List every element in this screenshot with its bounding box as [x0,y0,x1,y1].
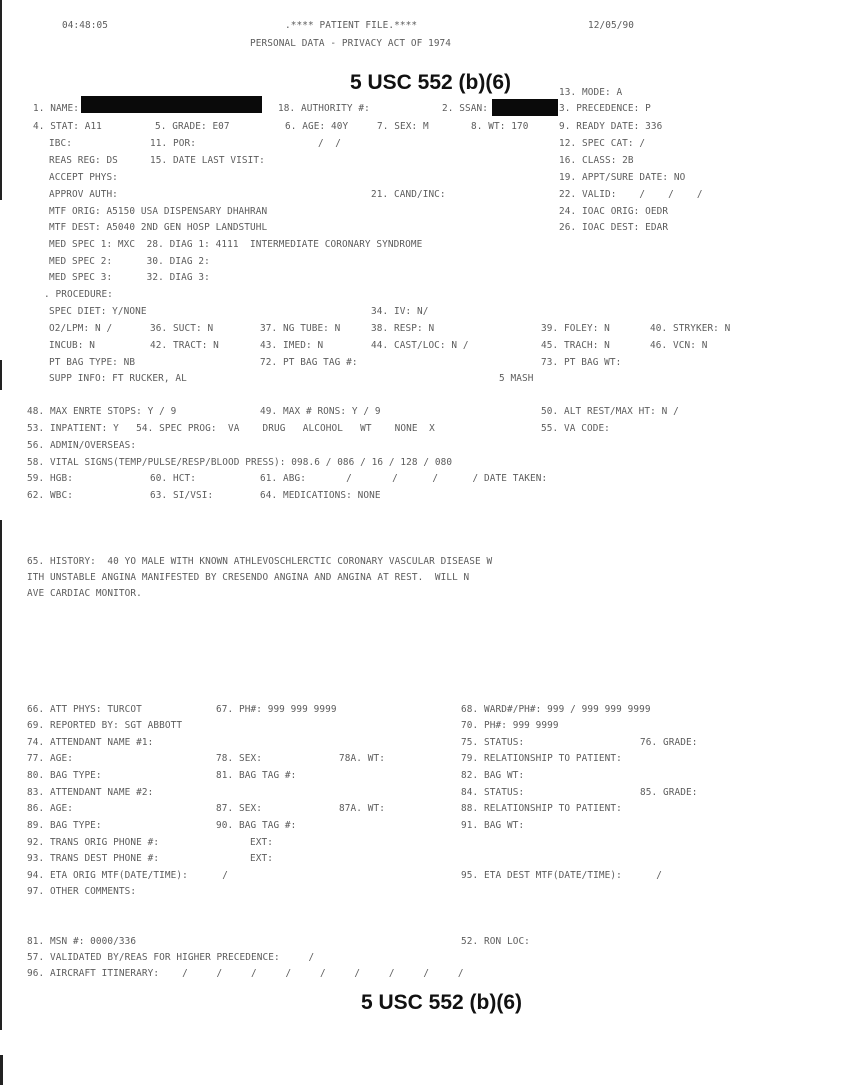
field-procedure: . PROCEDURE: [44,289,113,300]
field-med-spec-2: MED SPEC 2: 30. DIAG 2: [49,256,210,267]
field-attendant-2-wt: 87A. WT: [339,803,385,814]
field-si-vsi: 63. SI/VSI: [150,490,214,501]
field-por: 11. POR: [150,138,196,149]
foia-stamp-top: 5 USC 552 (b)(6) [350,71,512,94]
foia-stamp-bottom: 5 USC 552 (b)(6) [361,991,523,1014]
field-suct: 36. SUCT: N [150,323,214,334]
field-attendant-1-grade: 76. GRADE: [640,737,698,748]
left-edge-mark [0,520,2,1030]
left-edge-mark [0,0,2,200]
field-med-spec-3: MED SPEC 3: 32. DIAG 3: [49,272,210,283]
field-attendant-1-wt: 78A. WT: [339,753,385,764]
field-trans-dest-phone: 93. TRANS DEST PHONE #: [27,853,160,864]
field-attendant-1-status: 75. STATUS: [461,737,525,748]
field-date-last-visit: 15. DATE LAST VISIT: [150,155,265,166]
field-attendant-2-name: 83. ATTENDANT NAME #2: [27,787,154,798]
field-att-phys: 66. ATT PHYS: TURCOT [27,704,142,715]
field-attendant-1-name: 74. ATTENDANT NAME #1: [27,737,154,748]
field-foley: 39. FOLEY: N [541,323,610,334]
field-history-line-3: AVE CARDIAC MONITOR. [27,588,142,599]
field-va-code: 55. VA CODE: [541,423,610,434]
field-attendant-1-sex: 78. SEX: [216,753,262,764]
field-ioac-orig: 24. IOAC ORIG: OEDR [559,206,669,217]
left-edge-mark [0,1055,3,1085]
field-imed: 43. IMED: N [260,340,324,351]
redaction-bar [492,99,558,116]
field-ibc: IBC: [49,138,72,149]
field-pt-bag-tag: 72. PT BAG TAG #: [260,357,358,368]
field-ron-loc: 52. RON LOC: [461,936,530,947]
field-vital-signs: 58. VITAL SIGNS(TEMP/PULSE/RESP/BLOOD PRESS): 098.6 / 086 / 16 / 128 / 080 [27,457,453,468]
field-o2-lpm: O2/LPM: N / [49,323,113,334]
field-attendant-2-bag-type: 89. BAG TYPE: [27,820,102,831]
field-mtf-dest: MTF DEST: A5040 2ND GEN HOSP LANDSTUHL [49,222,268,233]
field-attendant-1-bag-tag: 81. BAG TAG #: [216,770,297,781]
field-attendant-1-bag-type: 80. BAG TYPE: [27,770,102,781]
field-attendant-1-relationship: 79. RELATIONSHIP TO PATIENT: [461,753,622,764]
field-name: 1. NAME: [33,103,79,114]
field-approv-auth: APPROV AUTH: [49,189,118,200]
field-eta-orig: 94. ETA ORIG MTF(DATE/TIME): / [27,870,229,881]
field-reporter-phone: 70. PH#: 999 9999 [461,720,559,731]
header-date: 12/05/90 [588,20,634,31]
field-max-rons: 49. MAX # RONS: Y / 9 [260,406,381,417]
field-history: 65. HISTORY: 40 YO MALE WITH KNOWN ATHLEVOSCHLERCTIC CORONARY VASCULAR DISEASE W [27,556,493,567]
field-trans-dest-ext: EXT: [250,853,273,864]
field-attendant-2-sex: 87. SEX: [216,803,262,814]
field-attendant-2-grade: 85. GRADE: [640,787,698,798]
header-subtitle: PERSONAL DATA - PRIVACY ACT OF 1974 [250,38,452,49]
field-ssan: 2. SSAN: [442,103,488,114]
header-time: 04:48:05 [62,20,108,31]
field-iv: 34. IV: N/ [371,306,429,317]
field-ready-date: 9. READY DATE: 336 [559,121,663,132]
field-reas-reg: REAS REG: DS [49,155,118,166]
field-trans-orig-phone: 92. TRANS ORIG PHONE #: [27,837,160,848]
field-reported-by: 69. REPORTED BY: SGT ABBOTT [27,720,183,731]
field-mtf-orig: MTF ORIG: A5150 USA DISPENSARY DHAHRAN [49,206,268,217]
field-cand-inc: 21. CAND/INC: [371,189,446,200]
left-edge-mark [0,360,2,390]
field-abg: 61. ABG: / / / / DATE TAKEN: [260,473,548,484]
field-wbc: 62. WBC: [27,490,73,501]
field-mode: 13. MODE: A [559,87,623,98]
field-por-date: / / [318,138,341,149]
field-attendant-2-status: 84. STATUS: [461,787,525,798]
field-appt-date: 19. APPT/SURE DATE: NO [559,172,686,183]
field-precedence: 3. PRECEDENCE: P [559,103,651,114]
field-unit: 5 MASH [499,373,534,384]
field-attendant-2-relationship: 88. RELATIONSHIP TO PATIENT: [461,803,622,814]
field-spec-diet: SPEC DIET: Y/NONE [49,306,147,317]
field-stryker: 40. STRYKER: N [650,323,731,334]
field-grade: 5. GRADE: E07 [155,121,230,132]
field-class: 16. CLASS: 2B [559,155,634,166]
field-valid: 22. VALID: / / / [559,189,703,200]
field-attendant-2-age: 86. AGE: [27,803,73,814]
field-med-spec-1: MED SPEC 1: MXC 28. DIAG 1: 4111 INTERMEDIATE CORONARY SYNDROME [49,239,423,250]
field-stat: 4. STAT: A11 [33,121,102,132]
field-ioac-dest: 26. IOAC DEST: EDAR [559,222,669,233]
field-admin-overseas: 56. ADMIN/OVERSEAS: [27,440,137,451]
field-trans-orig-ext: EXT: [250,837,273,848]
field-eta-dest: 95. ETA DEST MTF(DATE/TIME): / [461,870,663,881]
field-spec-cat: 12. SPEC CAT: / [559,138,646,149]
field-inpatient: 53. INPATIENT: Y 54. SPEC PROG: VA DRUG ALCOHOL WT NONE X [27,423,435,434]
field-attendant-1-age: 77. AGE: [27,753,73,764]
field-hct: 60. HCT: [150,473,196,484]
field-history-line-2: ITH UNSTABLE ANGINA MANIFESTED BY CRESENDO ANGINA AND ANGINA AT REST. WILL N [27,572,470,583]
field-alt-rest: 50. ALT REST/MAX HT: N / [541,406,679,417]
field-max-enrte-stops: 48. MAX ENRTE STOPS: Y / 9 [27,406,177,417]
field-accept-phys: ACCEPT PHYS: [49,172,118,183]
field-msn: 81. MSN #: 0000/336 [27,936,137,947]
field-ward-phone: 68. WARD#/PH#: 999 / 999 999 9999 [461,704,651,715]
field-pt-bag-type: PT BAG TYPE: NB [49,357,136,368]
field-attendant-2-bag-wt: 91. BAG WT: [461,820,525,831]
field-attendant-1-bag-wt: 82. BAG WT: [461,770,525,781]
field-attendant-2-bag-tag: 90. BAG TAG #: [216,820,297,831]
field-hgb: 59. HGB: [27,473,73,484]
field-incub: INCUB: N [49,340,95,351]
field-weight: 8. WT: 170 [471,121,529,132]
field-validated-by: 57. VALIDATED BY/REAS FOR HIGHER PRECEDENCE: / [27,952,315,963]
field-att-phone: 67. PH#: 999 999 9999 [216,704,337,715]
field-authority: 18. AUTHORITY #: [278,103,370,114]
field-age: 6. AGE: 40Y [285,121,349,132]
redaction-bar [81,96,262,113]
field-trach: 45. TRACH: N [541,340,610,351]
field-cast-loc: 44. CAST/LOC: N / [371,340,469,351]
field-ng-tube: 37. NG TUBE: N [260,323,341,334]
field-other-comments: 97. OTHER COMMENTS: [27,886,137,897]
field-medications: 64. MEDICATIONS: NONE [260,490,381,501]
field-supp-info: SUPP INFO: FT RUCKER, AL [49,373,187,384]
field-pt-bag-wt: 73. PT BAG WT: [541,357,622,368]
field-aircraft-itinerary: 96. AIRCRAFT ITINERARY: / / / / / / / / / [27,968,464,979]
field-vcn: 46. VCN: N [650,340,708,351]
field-sex: 7. SEX: M [377,121,429,132]
header-title: .**** PATIENT FILE.**** [285,20,418,31]
field-resp: 38. RESP: N [371,323,435,334]
field-tract: 42. TRACT: N [150,340,219,351]
